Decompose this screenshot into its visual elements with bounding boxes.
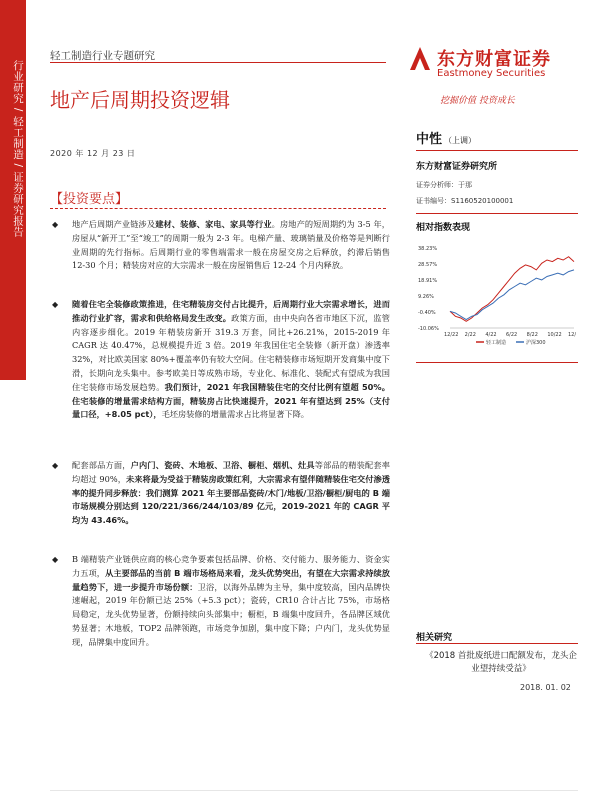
related-report-title[interactable]: 《2018 首批废纸进口配额发布，龙头企业望持续受益》 [425, 651, 577, 674]
report-type: 轻工制造行业专题研究 [50, 50, 155, 62]
x-tick-label: 10/22 [547, 332, 562, 338]
legend-label: 沪深300 [526, 340, 546, 346]
bullet-item [52, 553, 390, 677]
bullet-item [52, 298, 390, 456]
rating-value: 中性 [416, 132, 443, 147]
y-tick-label: -0.40% [418, 310, 436, 316]
bullet-text: 随着住宅全装修政策推进，住宅精装房交付占比提升，后周期行业大宗需求增长，进而推动行业扩容，需求和供给格局发生改变。政策方面，由中央向各省市地区下沉，监管内容逐步细化。2019 年精装房新开 319.3 万套，同比+26.21%，2015-2019 年 CAGR 达 40.47%，总规模提升近 3 倍。2019 年我国住宅全装修（新开盘）渗透率 32%，对比欧美国家 80%+覆盖率仍有较大空间。住宅精装修市场短期开发商集中度下滑，长期向龙头集中。参考欧美日等成熟市场，专业化、标准化、装配式有望成为我国住宅装修市场发展趋势。我们预计，2021 年我国精装住宅的交付比例有望超 50%。住宅装修的增量需求结构方面，精装房占比快速提升，2021 年有望达到 25%（支付量口径，+8.05 pct），毛坯房装修的增量需求占比将显著下降。 [72, 299, 390, 420]
sidebar-band [0, 0, 26, 380]
divider [416, 150, 578, 151]
x-tick-label: 12/22 [444, 332, 459, 338]
x-tick-label: 8/22 [526, 332, 538, 338]
x-tick-label: 4/22 [485, 332, 497, 338]
related-heading: 相关研究 [416, 633, 453, 643]
y-tick-label: -10.06% [418, 326, 439, 332]
y-tick-label: 18.91% [418, 278, 438, 284]
brand-slogan: 挖掘价值 投资成长 [440, 96, 515, 106]
bullet-text: B 端精装产业链供应商的核心竞争要素包括品牌、价格、交付能力、服务能力、资金实力五项，从主要部品的当前 B 端市场格局来看，龙头优势突出，有望在大宗需求持续放量趋势下，进一步提升市场份额：卫浴，以海外品牌为主导，集中度较高，国内品牌快速崛起，2019 年份额已达 25%（+5.3 pct）；瓷砖，CR10 合计占比 75%，市场格局稳定，龙头优势显著，份额持续向头部集中；橱柜，B 端集中度回升，各品牌区域优势显著；木地板，TOP2 品牌领跑，市场竞争加剧，集中度下降；户内门，龙头优势显现，品牌集中度回升。 [72, 554, 390, 647]
bullet-item [52, 459, 390, 545]
legend-label: 轻工制造 [486, 340, 507, 346]
bullet-text: 配套部品方面，户内门、瓷砖、木地板、卫浴、橱柜、烟机、灶具等部品的精装配套率均超过 90%，未来将最为受益于精装房政策红利，大宗需求有望伴随精装住宅交付渗透率的提升同步释放：我们测算 2021 年主要部品瓷砖/木门/地板/卫浴/橱柜/厨电的 B 端市场规模分别达到 120/221/366/244/103/89 亿元，2019-2021 年的 CAGR 平均为 43.46%。 [72, 460, 390, 526]
brand-name: 东方财富证券 [437, 49, 551, 70]
x-tick-label: 12/ [568, 332, 577, 338]
footer-rule [50, 790, 578, 791]
series-line-0 [450, 257, 574, 322]
bullet-text: 地产后周期产业链涉及建材、装修、家电、家具等行业。房地产的短周期约为 3-5 年，房屋从“新开工”至“竣工”的周期一般为 2-3 年。电梯产量、玻璃销量及价格等是判断行业周期的先行指标。后周期行业的零售端需求一般在房屋交房之后释放，约滞后销售 12-30 个月；精装房对应的大宗需求一般在房屋销售后 12-24 个月内释放。 [72, 219, 390, 271]
brand-name-en: Eastmoney Securities [437, 68, 546, 79]
header-rule [50, 62, 386, 63]
related-report-date: 2018. 01. 02 [520, 683, 571, 692]
divider [416, 213, 578, 214]
company-logo [406, 44, 434, 74]
rating-change: （上调） [444, 136, 477, 145]
x-tick-label: 6/22 [506, 332, 518, 338]
institute-name: 东方财富证券研究所 [416, 162, 498, 172]
diamond-icon: ◆ [52, 300, 59, 309]
divider [416, 362, 578, 363]
report-date: 2020 年 12 月 23 日 [50, 149, 136, 158]
y-tick-label: 28.57% [418, 262, 438, 268]
y-tick-label: 9.26% [418, 294, 434, 300]
bullet-item [52, 218, 390, 300]
diamond-icon: ◆ [52, 461, 59, 470]
relative-index-chart [416, 240, 578, 360]
diamond-icon: ◆ [52, 220, 59, 229]
chart-heading: 相对指数表现 [416, 223, 471, 233]
section-heading: 【投资要点】 [50, 192, 129, 207]
diamond-icon: ◆ [52, 555, 59, 564]
series-line-1 [450, 270, 574, 320]
certificate-number: 证书编号：S1160520100001 [416, 197, 514, 205]
page-title: 地产后周期投资逻辑 [50, 88, 230, 112]
sidebar-label: 行业研究 / 轻工制造 / 证券研究报告 [12, 60, 24, 238]
y-tick-label: 38.23% [418, 246, 438, 252]
x-tick-label: 2/22 [464, 332, 476, 338]
section-divider [50, 208, 386, 209]
divider [416, 643, 578, 644]
rating [416, 128, 476, 147]
analyst: 证券分析师：于那 [416, 181, 472, 189]
